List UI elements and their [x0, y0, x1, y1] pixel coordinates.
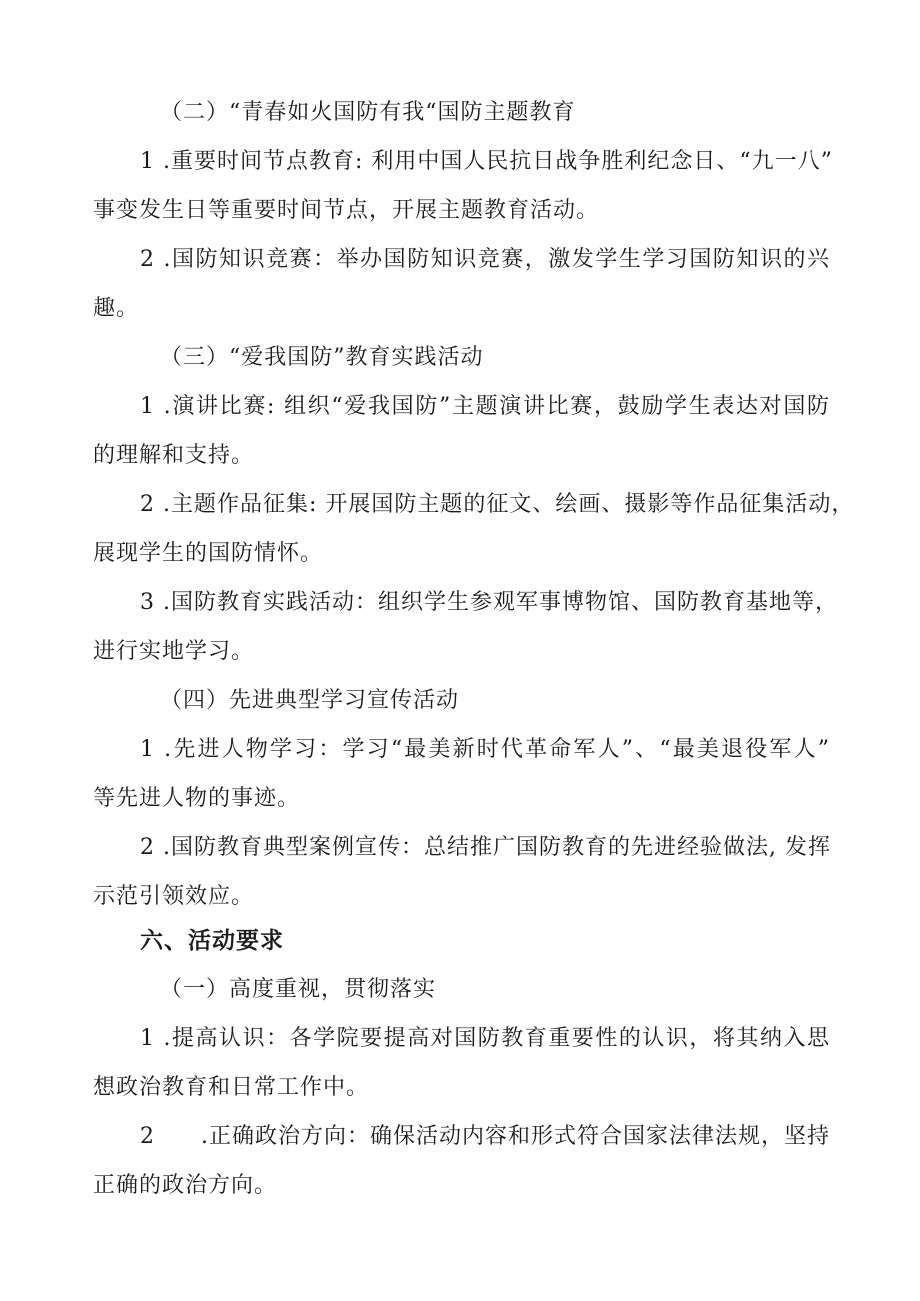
- paragraph-line: 展现学生的国防情怀。: [93, 541, 324, 566]
- paragraph-line: 事变发生日等重要时间节点，开展主题教育活动。: [93, 198, 600, 223]
- subsection-heading-4: （四）先进典型学习宣传活动: [160, 688, 460, 713]
- paragraph-line: 3 .国防教育实践活动：组织学生参观军事博物馆、国防教育基地等，: [140, 590, 838, 615]
- paragraph-line: 趣。: [93, 296, 140, 321]
- paragraph-line: 示范引领效应。: [93, 884, 255, 909]
- subsection-heading-2: （二）“青春如火国防有我“国防主题教育: [160, 100, 576, 125]
- subsection-heading-3: （三）“爱我国防”教育实践活动: [160, 345, 484, 370]
- paragraph-line: 2 .国防教育典型案例宣传：总结推广国防教育的先进经验做法, 发挥: [140, 835, 831, 860]
- paragraph-line: 2 .主题作品征集: 开展国防主题的征文、绘画、摄影等作品征集活动，: [140, 492, 855, 517]
- paragraph-line: 进行实地学习。: [93, 639, 255, 664]
- paragraph-line: 1 .提高认识：各学院要提高对国防教育重要性的认识，将其纳入思: [140, 1026, 830, 1051]
- paragraph-line: 1 .先进人物学习：学习“最美新时代革命军人”、“最美退役军人”: [140, 737, 830, 762]
- paragraph-line: 1 .重要时间节点教育: 利用中国人民抗日战争胜利纪念日、“九一八”: [140, 149, 833, 174]
- subsection-heading-1: （一）高度重视，贯彻落实: [160, 977, 437, 1002]
- paragraph-line: 的理解和支持。: [93, 443, 255, 468]
- paragraph-line: 等先进人物的事迹。: [93, 786, 301, 811]
- section-heading-6: 六、活动要求: [140, 928, 284, 954]
- paragraph-line: 2 .国防知识竞赛：举办国防知识竞赛，激发学生学习国防知识的兴: [140, 247, 830, 272]
- paragraph-line: 正确的政治方向。: [93, 1173, 278, 1198]
- paragraph-line: 想政治教育和日常工作中。: [93, 1075, 370, 1100]
- paragraph-line: 2 .正确政治方向：确保活动内容和形式符合国家法律法规，坚持: [140, 1124, 830, 1149]
- paragraph-line: 1 .演讲比赛: 组织“爱我国防”主题演讲比赛，鼓励学生表达对国防: [140, 394, 830, 419]
